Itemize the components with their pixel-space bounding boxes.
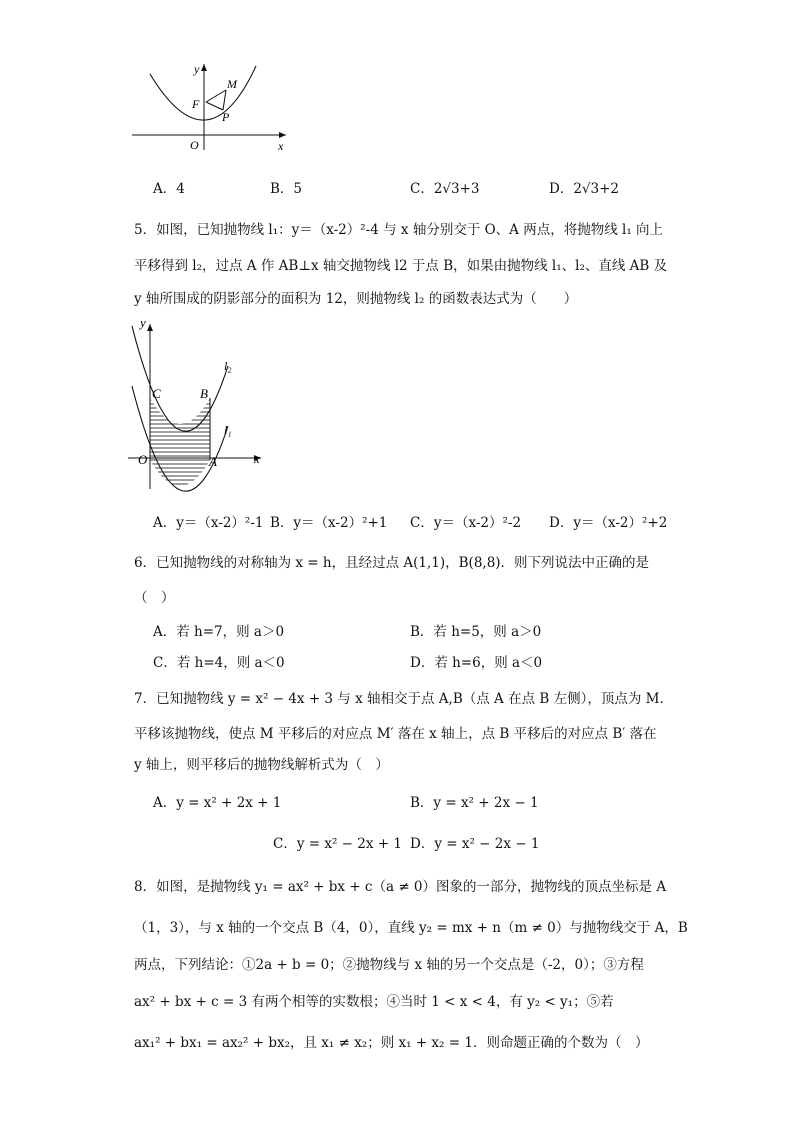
svg-text:A: A	[209, 454, 217, 469]
svg-text:l₂: l₂	[224, 359, 232, 373]
svg-text:F: F	[192, 97, 200, 111]
q7-option-d: D．y = x² − 2x − 1	[410, 836, 540, 852]
svg-text:O: O	[190, 138, 199, 152]
svg-text:B: B	[200, 386, 208, 401]
q6-option-b: B．若 h=5，则 a＞0	[410, 624, 542, 640]
q6-option-d: D．若 h=6，则 a＜0	[410, 655, 543, 671]
q5-option-a: A．y＝（x-2）²-1	[153, 515, 264, 531]
q7-line-2: 平移该抛物线，使点 M 平移后的对应点 M′ 落在 x 轴上，点 B 平移后的对应点 B′ 落在	[134, 726, 657, 742]
q7-option-a: A．y = x² + 2x + 1	[153, 795, 282, 811]
shaded-region	[150, 398, 210, 486]
q6-line-2: （ ）	[134, 590, 175, 606]
q5-option-b: B．y＝（x-2）²+1	[270, 515, 388, 531]
q7-line-1: 7．已知抛物线 y = x² − 4x + 3 与 x 轴相交于点 A,B（点 A 在点 B 左侧），顶点为 M．	[134, 691, 673, 707]
q6-option-a: A．若 h=7，则 a＞0	[153, 624, 285, 640]
svg-text:C: C	[152, 386, 161, 401]
q4-option-b: B．5	[270, 181, 303, 197]
q4-figure	[128, 58, 293, 154]
q8-line-4: ax² + bx + c = 3 有两个相等的实数根；④当时 1 < x < 4，有 y₂ < y₁；⑤若	[134, 994, 614, 1010]
q4-option-c: C．2√3+3	[410, 181, 480, 197]
q7-option-c: C．y = x² − 2x + 1	[273, 836, 402, 852]
q8-line-5: ax₁² + bx₁ = ax₂² + bx₂，且 x₁ ≠ x₂；则 x₁ + x₂ = 1．则命题正确的个数为（ ）	[134, 1035, 649, 1051]
q7-line-3: y 轴上，则平移后的抛物线解析式为（ ）	[134, 757, 389, 773]
svg-text:l₁: l₁	[224, 423, 232, 437]
svg-text:x: x	[278, 139, 284, 153]
q6-line-1: 6．已知抛物线的对称轴为 x = h，且经过点 A(1,1)，B(8,8)．则下列说法中正确的是	[134, 555, 650, 571]
svg-text:M: M	[227, 77, 237, 91]
q5-line-1: 5．如图，已知抛物线 l₁：y＝（x-2）²-4 与 x 轴分别交于 O、A 两点，将抛物线 l₁ 向上	[134, 222, 664, 238]
q7-option-b: B．y = x² + 2x − 1	[410, 795, 539, 811]
q4-option-a: A．4	[153, 181, 185, 197]
q8-line-3: 两点，下列结论：①2a + b = 0；②抛物线与 x 轴的另一个交点是（-2，0）；③方程	[134, 957, 644, 973]
svg-text:y: y	[194, 62, 200, 76]
q6-option-c: C．若 h=4，则 a＜0	[153, 655, 285, 671]
q5-figure	[126, 314, 268, 494]
q5-option-c: C．y＝（x-2）²-2	[410, 515, 522, 531]
q5-option-d: D．y＝（x-2）²+2	[549, 515, 668, 531]
svg-text:x: x	[254, 451, 260, 466]
svg-text:y: y	[140, 315, 146, 330]
q4-option-d: D．2√3+2	[549, 181, 620, 197]
svg-text:P: P	[222, 110, 230, 124]
q5-line-3: y 轴所围成的阴影部分的面积为 12，则抛物线 l₂ 的函数表达式为（ ）	[134, 291, 578, 307]
svg-text:O: O	[138, 452, 148, 467]
q8-line-2: （1，3），与 x 轴的一个交点 B（4，0），直线 y₂ = mx + n（m ≠ 0）与抛物线交于 A，B	[134, 920, 688, 936]
q8-line-1: 8．如图，是抛物线 y₁ = ax² + bx + c（a ≠ 0）图象的一部分，抛物线的顶点坐标是 A	[134, 879, 667, 895]
parabola-l2	[132, 326, 228, 431]
parabola	[150, 66, 256, 120]
q5-line-2: 平移得到 l₂，过点 A 作 AB⊥x 轴交抛物线 l2 于点 B，如果由抛物线 l₁、l₂、直线 AB 及	[134, 258, 668, 274]
